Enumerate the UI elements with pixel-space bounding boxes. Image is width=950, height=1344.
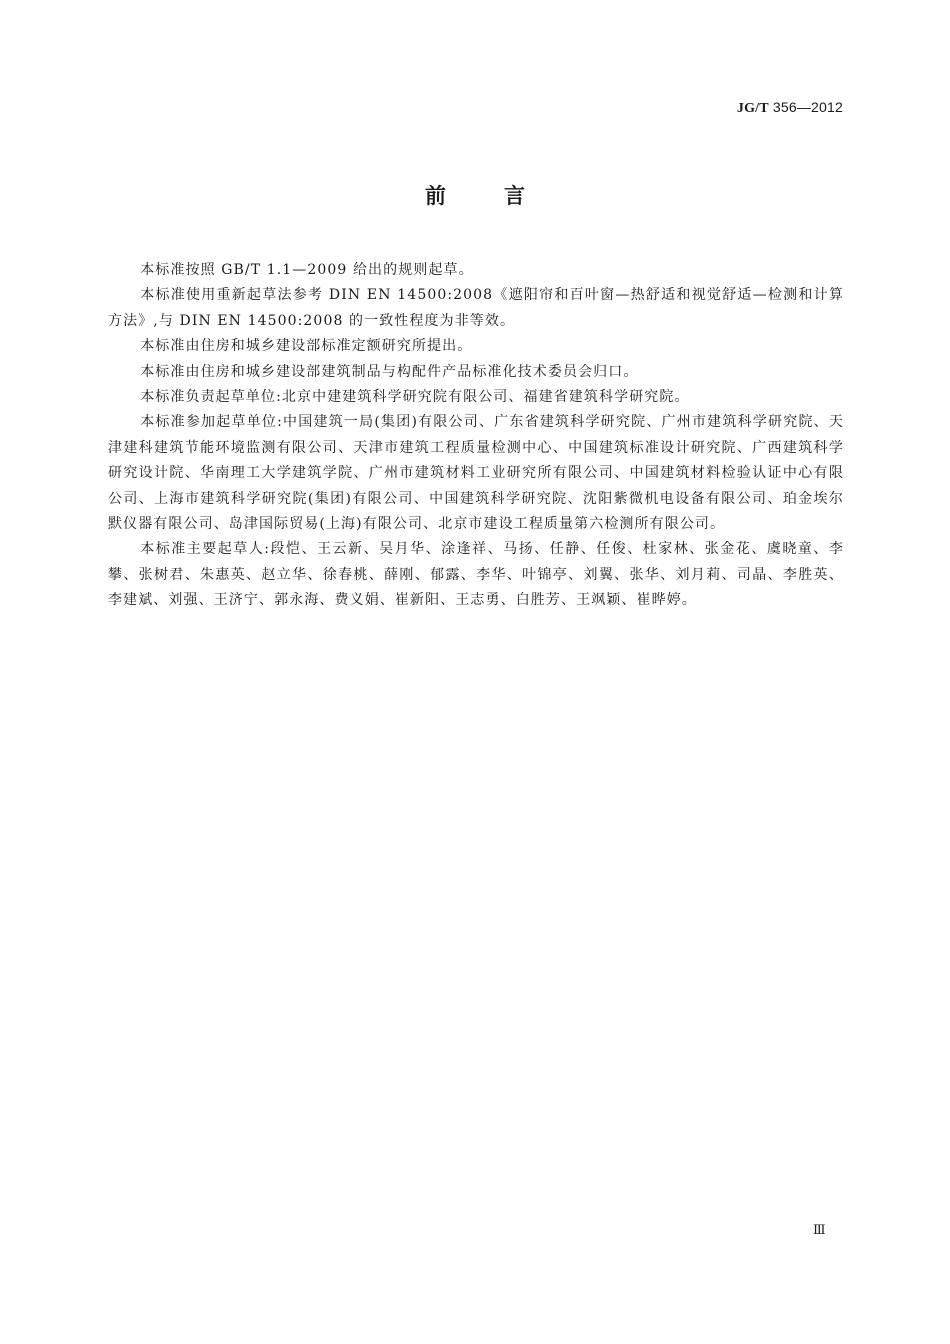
foreword-body: [108, 258, 844, 614]
paragraph-participating-drafters: 本标准参加起草单位:中国建筑一局(集团)有限公司、广东省建筑科学研究院、广州市建筑科学研究院、天津建科建筑节能环境监测有限公司、天津市建筑工程质量检测中心、中国建筑标准设计研究院、广西建筑科学研究设计院、华南理工大学建筑学院、广州市建筑材料工业研究所有限公司、中国建筑材料检验认证中心有限公司、上海市建筑科学研究院(集团)有限公司、中国建筑科学研究院、沈阳紫微机电设备有限公司、珀金埃尔默仪器有限公司、岛津国际贸易(上海)有限公司、北京市建设工程质量第六检测所有限公司。: [108, 414, 844, 533]
standard-number: 356—2012: [772, 99, 843, 115]
paragraph-main-drafters: 本标准主要起草人:段恺、王云新、吴月华、涂逢祥、马扬、任静、任俊、杜家林、张金花、虞晓童、李攀、张树君、朱惠英、赵立华、徐春桃、薛刚、郁露、李华、叶锦亭、刘翼、张华、刘月莉、司晶、李胜英、李建斌、刘强、王济宁、郭永海、费义娟、崔新阳、王志勇、白胜芳、王飒颖、崔晔婷。: [108, 541, 844, 609]
standard-prefix: JG/T: [736, 101, 769, 116]
paragraph-managed-by: 本标准由住房和城乡建设部建筑制品与构配件产品标准化技术委员会归口。: [140, 363, 639, 380]
paragraph-drafting-rules: 本标准按照 GB/T 1.1—2009 给出的规则起草。: [140, 262, 474, 278]
paragraph-proposed-by: 本标准由住房和城乡建设部标准定额研究所提出。: [140, 338, 473, 355]
standard-code: [737, 99, 843, 117]
page-title: 前言: [425, 184, 583, 208]
paragraph-lead-drafters: 本标准负责起草单位:北京中建建筑科学研究院有限公司、福建省建筑科学研究院。: [140, 389, 690, 406]
page-number: Ⅲ: [813, 1222, 826, 1237]
paragraph-reference-standard: 本标准使用重新起草法参考 DIN EN 14500:2008《遮阳帘和百叶窗—热舒适和视觉舒适—检测和计算方法》,与 DIN EN 14500:2008 的一致性程度为非等效。: [108, 287, 844, 329]
